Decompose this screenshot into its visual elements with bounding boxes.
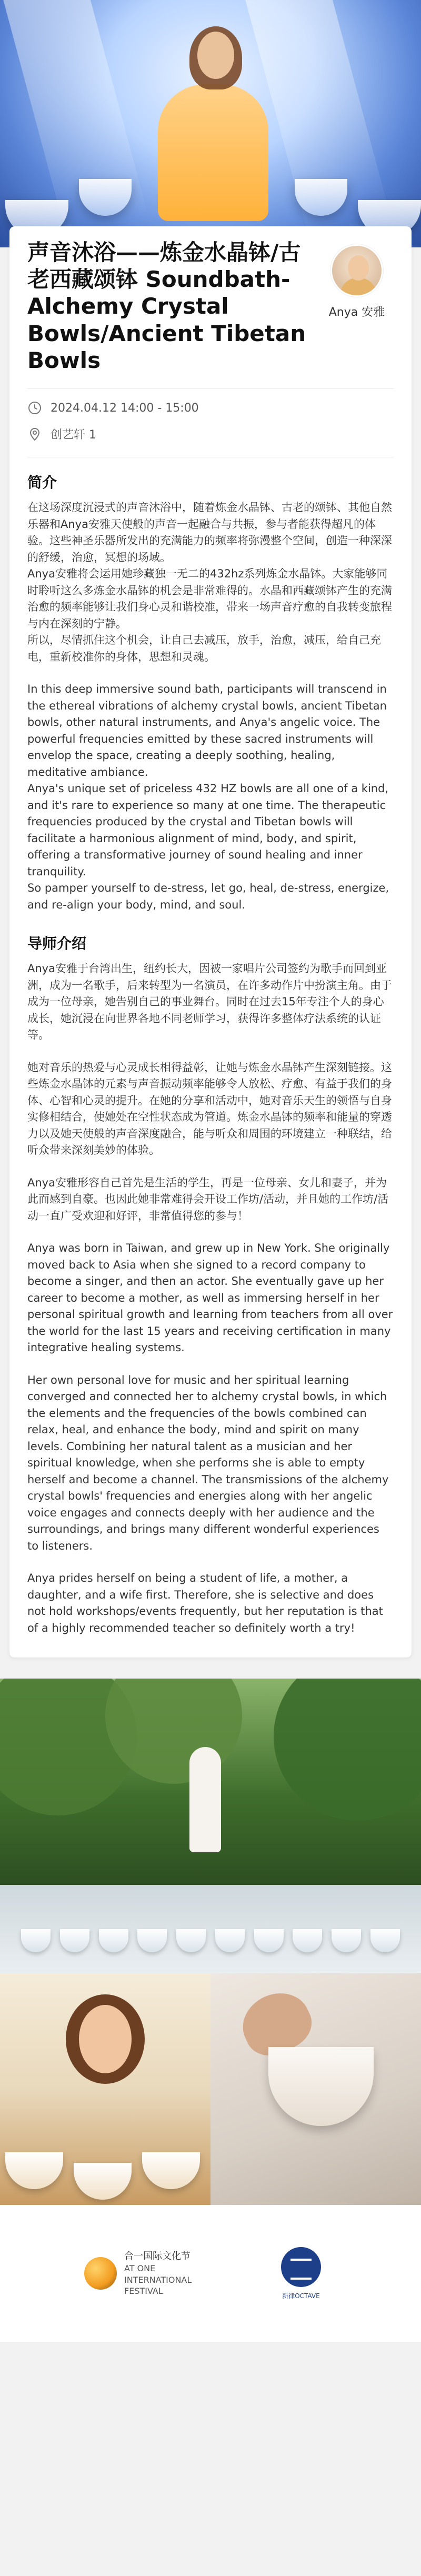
octave-logo-icon [281, 2247, 321, 2287]
author-block[interactable] [320, 244, 394, 319]
event-datetime: 2024.04.12 14:00 - 15:00 [51, 401, 199, 415]
footer [0, 2205, 421, 2342]
at-one-festival-logo [84, 2250, 192, 2297]
festival-name-en-3: FESTIVAL [124, 2286, 163, 2297]
event-location-text: 创艺轩 1 [51, 428, 96, 442]
hero-image [0, 0, 421, 247]
octave-label: 新律OCTAVE [282, 2292, 320, 2300]
festival-name-en-2: INTERNATIONAL [124, 2274, 192, 2285]
mentor-en-1: Anya was born in Taiwan, and grew up in New York. She originally moved back to Asia when she signed to a record company to become a singer, and then an actor. She eventually gave up her career to become a mother, as well as immersing herself in her personal spiritual growth and learning from teachers from all over the world for the last 15 years and receiving certification in many integrative healing systems. [27, 1242, 396, 1354]
festival-name-en-1: AT ONE [124, 2263, 156, 2273]
event-title: 声音沐浴——炼金水晶钵/古老西藏颂钵 Soundbath- Alchemy Crystal Bowls/Ancient Tibetan Bowls [27, 239, 306, 373]
event-time [27, 401, 394, 415]
mentor-zh-1: Anya安雅于台湾出生，纽约长大，因被一家唱片公司签约为歌手而回到亚洲，成为一名歌手，后来转型为一名演员，在许多动作片中扮演主角。由于成为一位母亲，她告别自己的事业舞台。同时在过去15年专注个人的身心成长，她沉浸在向世界各地不同老师学习，获得许多整体疗法系统的认证等。 [27, 962, 392, 1042]
bowl-closeup-photo [210, 1973, 421, 2205]
mentor-en-2: Her own personal love for music and her spiritual learning converged and connected her to alchemy crystal bowls, in which the elements and the frequencies of the bowls combined can relax, heal, and enhance the body, mind and spirit on many levels. Combining her natural talent as a musician and her spiritual knowledge, when she performs she is able to empty herself and become a channel. The transmissions of the alchemy crystal bowls' frequencies and energies along with her angelic voice engages and connects deeply with her audience and the surroundings, and brings many different wonderful experiences to listeners. [27, 1373, 393, 1552]
intro-en: In this deep immersive sound bath, participants will transcend in the ethereal vibrations of alchemy crystal bowls, ancient Tibetan bowls, other natural instruments, and Anya's angelic voice. The powerful frequencies emitted by these sacred instruments will envelop the space, creating a deeply soothing, healing, meditative ambiance. Anya's unique set of priceless 432 HZ bowls are all one of a kind, and it's rare to experience so many at one time. The therapeutic frequencies produced by the crystal and Tibetan bowls will facilitate a harmonious alignment of mind, body, and spirit, offering a transformative journey of sound healing and inner tranquility. So pamper yourself to de-stress, let go, heal, de-stress, energize, and re-align your body, mind, and soul. [27, 683, 389, 911]
location-pin-icon [27, 427, 42, 442]
intro-zh: 在这场深度沉浸式的声音沐浴中，随着炼金水晶钵、古老的颂钵、其他自然乐器和Anya安雅天使般的声音一起融合与共振，参与者能获得超凡的体验。这些神圣乐器所发出的充满能力的频率将弥漫整个空间，创造一种深深的舒缓，治愈，冥想的场域。 Anya安雅将会运用她珍藏独一无二的432hz系列炼金水晶钵。大家能够同时聆听这么多炼金水晶钵的机会是非常难得的。水晶和西藏颂钵产生的充满治愈的频率能够让我们身心灵和谐校准，带来一场声音疗愈的自我转变旅程与内在深刻的宁静。 所以，尽情抓住这个机会，让自己去减压，放手，治愈，减压，给自己充电，重新校准你的身体，思想和灵魂。 [27, 501, 392, 663]
author-avatar[interactable] [330, 244, 383, 297]
event-location [27, 426, 394, 442]
author-name[interactable]: Anya 安雅 [328, 306, 385, 319]
octave-logo [281, 2247, 321, 2300]
intro-heading: 简介 [27, 474, 57, 492]
divider [27, 388, 394, 389]
festival-logo-icon [84, 2257, 117, 2290]
mentor-zh-3: Anya安雅形容自己首先是生活的学生，再是一位母亲、女儿和妻子，并为此而感到自豪。也因此她非常难得会开设工作坊/活动，并且她的工作坊/活动一直广受欢迎和好评，非常值得您的参与！ [27, 1176, 389, 1222]
event-card [9, 226, 412, 1658]
portrait-photo [0, 1973, 210, 2205]
festival-name-cn: 合一国际文化节 [124, 2250, 191, 2262]
outdoor-photo [0, 1679, 421, 1973]
performer-figure [158, 32, 268, 221]
photo-pair [0, 1973, 421, 2205]
clock-icon [27, 401, 42, 415]
mentor-heading: 导师介绍 [27, 935, 87, 953]
mentor-en-3: Anya prides herself on being a student of life, a mother, a daughter, and a wife first. Therefore, she is selective and does not hold workshops/events frequently, but her reputation is that of a highly recommended teacher so definitely worth a try! [27, 1572, 387, 1634]
mentor-zh-2: 她对音乐的热爱与心灵成长相得益彰，让她与炼金水晶钵产生深刻链接。这些炼金水晶钵的元素与声音振动频率能够令人放松、疗愈、有益于我们的身体、心智和心灵的提升。在她的分享和活动中，她对音乐天生的领悟与自身实修相结合，使她处在空性状态成为管道。炼金水晶钵的频率和能量的穿透力以及她天使般的声音深度融合，能与听众和周围的环境建立一种联结，给听众带来深刻美妙的体验。 [27, 1061, 392, 1157]
